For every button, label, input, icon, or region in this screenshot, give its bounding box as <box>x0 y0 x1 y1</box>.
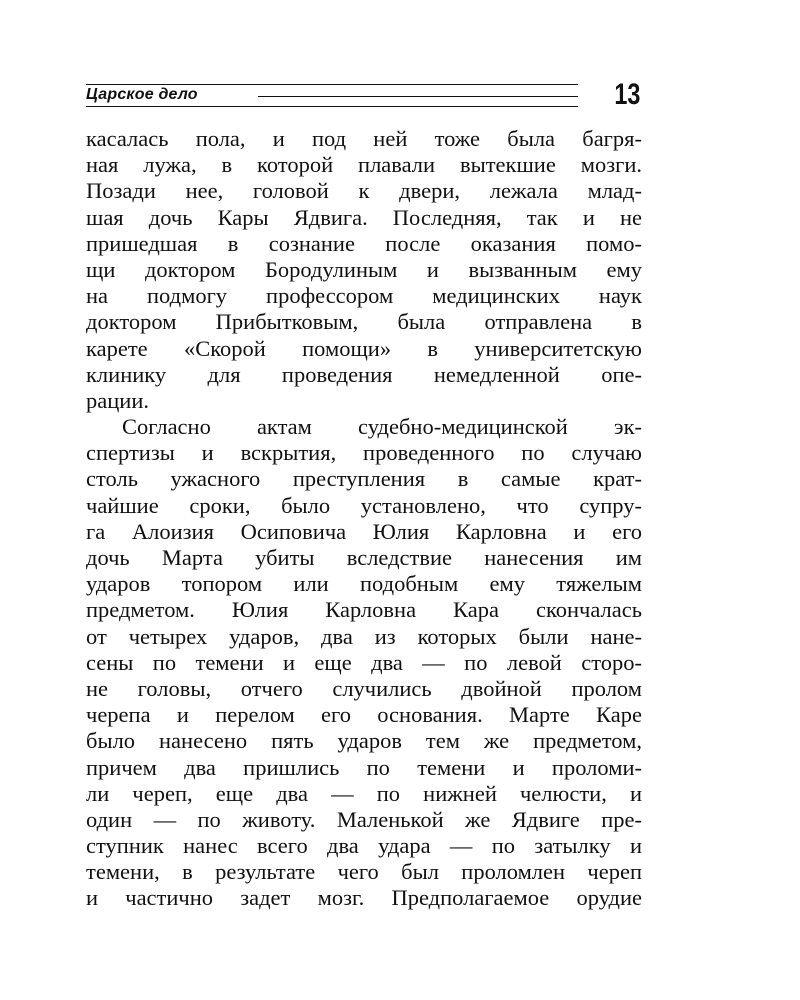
text-line: Позади нее, головой к двери, лежала млад- <box>86 178 642 204</box>
header-rule-middle <box>258 96 578 97</box>
text-line: клинику для проведения немедленной опе- <box>86 361 642 387</box>
text-line: ударов топором или подобным ему тяжелым <box>86 571 642 597</box>
text-line: черепа и перелом его основания. Марте Каре <box>86 702 642 728</box>
text-line: касалась пола, и под ней тоже была багря- <box>86 126 642 151</box>
text-line: пришедшая в сознание после оказания помо- <box>86 230 642 256</box>
text-line: от четырех ударов, два из которых были нане- <box>86 623 642 649</box>
text-line: щи доктором Бородулиным и вызванным ему <box>86 256 642 282</box>
text-line: столь ужасного преступления в самые крат- <box>86 466 642 492</box>
text-line: карете «Скорой помощи» в университетскую <box>86 335 642 361</box>
text-line: на подмогу профессором медицинских наук <box>86 283 642 309</box>
text-line: было нанесено пять ударов тем же предметом, <box>86 728 642 754</box>
text-line: га Алоизия Осиповича Юлия Карловна и его <box>86 518 642 544</box>
text-line: чайшие сроки, было установлено, что супру- <box>86 492 642 518</box>
header-rule-top <box>86 84 578 85</box>
text-line: и частично задет мозг. Предполагаемое орудие <box>86 885 642 911</box>
text-line: сены по темени и еще два — по левой сторо- <box>86 649 642 675</box>
running-head-title: Царское дело <box>86 86 198 103</box>
text-line: причем два пришлись по темени и проломи- <box>86 754 642 780</box>
text-line: дочь Марта убиты вследствие нанесения им <box>86 545 642 570</box>
page-number: 13 <box>613 78 640 111</box>
text-line: темени, в результате чего был проломлен череп <box>86 859 642 885</box>
text-line: ная лужа, в которой плавали вытекшие мозги. <box>86 152 642 178</box>
header-rule-bottom <box>86 106 578 107</box>
body-text <box>86 126 642 912</box>
text-line: шая дочь Кары Ядвига. Последняя, так и не <box>86 204 642 230</box>
text-line: ли череп, еще два — по нижней челюсти, и <box>86 780 642 806</box>
text-line: рации. <box>86 387 149 413</box>
text-line: доктором Прибытковым, была отправлена в <box>86 309 642 335</box>
paragraph-2 <box>86 414 642 912</box>
text-line: спертизы и вскрытия, проведенного по случаю <box>86 440 642 466</box>
text-line: ступник нанес всего два удара — по затылку и <box>86 833 642 859</box>
text-line: один — по животу. Маленькой же Ядвиге пре- <box>86 806 642 832</box>
text-line: не головы, отчего случились двойной пролом <box>86 675 642 701</box>
text-line: Согласно актам судебно-медицинской эк- <box>122 414 642 440</box>
running-head <box>86 80 646 110</box>
paragraph-1 <box>86 126 642 414</box>
text-line: предметом. Юлия Карловна Кара скончалась <box>86 597 642 623</box>
